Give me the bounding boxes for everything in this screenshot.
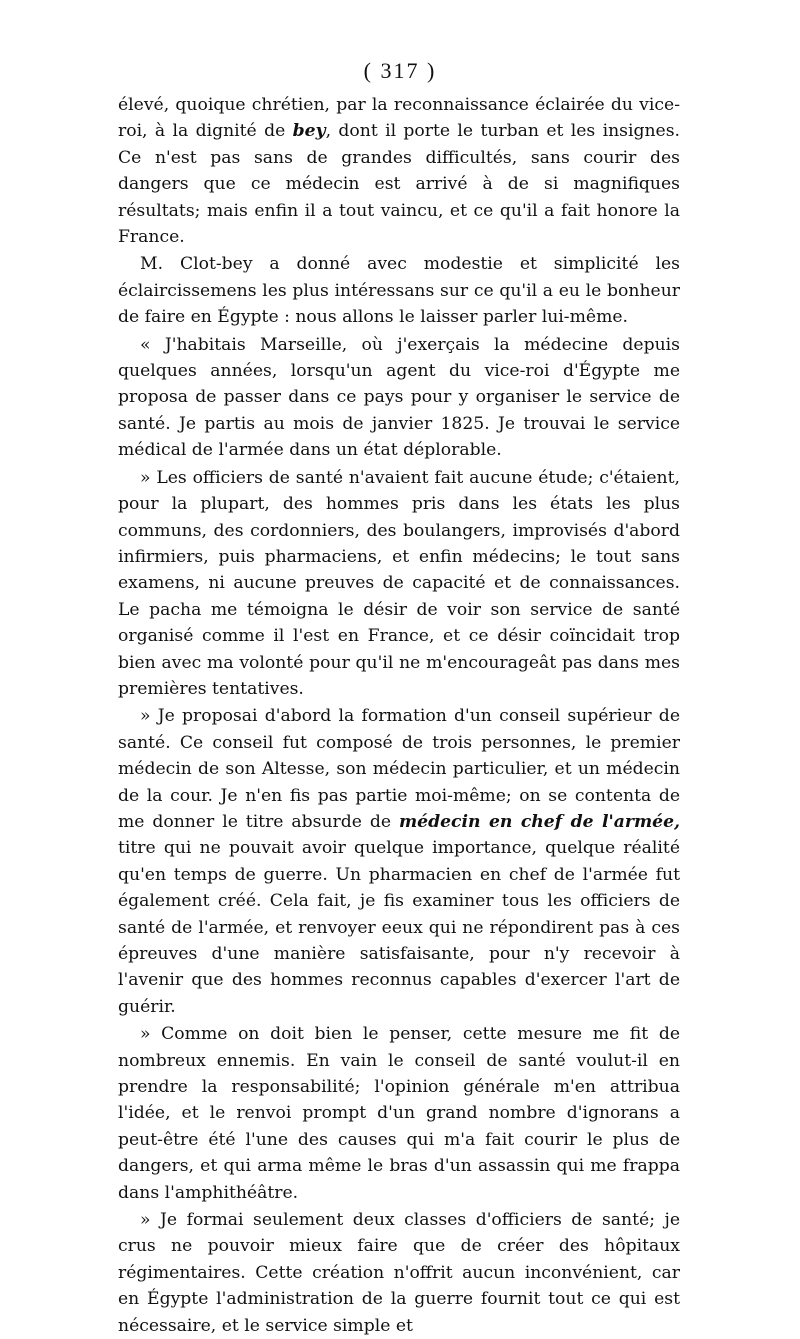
italic-text: bey	[292, 121, 326, 142]
italic-text: médecin en chef de l'armée,	[398, 811, 680, 832]
paragraph	[118, 251, 680, 330]
page-number: ( 317 )	[363, 58, 437, 83]
paragraph	[118, 703, 680, 1020]
paragraph-text: élevé, quoique chrétien, par la reconnaissance éclairée du vice-roi, à la dignité de	[118, 95, 680, 142]
paragraph-text: M. Clot-bey a donné avec modestie et simplicité les éclaircissemens les plus intéressans sur ce qu'il a eu le bonheur de faire en Égypte : nous allons le laisser parler lui-même.	[118, 254, 680, 328]
paragraph	[118, 465, 680, 703]
paragraph	[118, 1207, 680, 1339]
paragraph-text: » Les officiers de santé n'avaient fait aucune étude; c'étaient, pour la plupart, des hommes pris dans les états les plus communs, des cordonniers, des boulangers, improvisés d'abord infirmiers, puis pharmaciens, et enfin médecins; le tout sans examens, ni aucune preuves de capacité et de connaissances. Le pacha me témoigna le désir de voir son service de santé organisé comme il l'est en France, et ce désir coïncidait trop bien avec ma volonté pour qu'il ne m'encourageât pas dans mes premières tentatives.	[118, 467, 680, 699]
paragraph-text: » Je proposai d'abord la formation d'un conseil supérieur de santé. Ce conseil fut composé de trois personnes, le premier médecin de son Altesse, son médecin particulier, et un médecin de la cour. Je n'en fis pas partie moi-même; on se contenta de me donner le titre absurde de	[118, 706, 680, 832]
paragraph	[118, 92, 680, 250]
paragraph-text: titre qui ne pouvait avoir quelque importance, quelque réalité qu'en temps de guerre. Un pharmacien en chef de l'armée fut également créé. Cela fait, je fis examiner tous les officiers de santé de l'armée, et renvoyer eeux qui ne répondirent pas à ces épreuves d'une manière satisfaisante, pour n'y recevoir à l'avenir que des hommes reconnus capables d'exercer l'art de guérir.	[118, 838, 680, 1017]
page-body-text	[118, 92, 680, 1339]
paragraph-text: , dont il porte le turban et les insignes. Ce n'est pas sans de grandes difficultés, sans courir des dangers que ce médecin est arrivé à de si magnifiques résultats; mais enfin il a tout vaincu, et ce qu'il a fait honore la France.	[118, 121, 681, 248]
paragraph-text: » Comme on doit bien le penser, cette mesure me fit de nombreux ennemis. En vain le conseil de santé voulut-il en prendre la responsabilité; l'opinion générale m'en attribua l'idée, et le renvoi prompt d'un grand nombre d'ignorans a peut-être été l'une des causes qui m'a fait courir le plus de dangers, et qui arma même le bras d'un assassin qui me frappa dans l'amphithéâtre.	[118, 1024, 680, 1203]
paragraph-text: » Je formai seulement deux classes d'officiers de santé; je crus ne pouvoir mieux faire que de créer des hôpitaux régimentaires. Cette création n'offrit aucun inconvénient, car en Égypte l'administration de la guerre fournit tout ce qui est nécessaire, et le service simple et	[118, 1210, 680, 1336]
paragraph-text: « J'habitais Marseille, où j'exerçais la médecine depuis quelques années, lorsqu'un agent du vice-roi d'Égypte me proposa de passer dans ce pays pour y organiser le service de santé. Je partis au mois de janvier 1825. Je trouvai le service médical de l'armée dans un état déplorable.	[118, 334, 680, 461]
paragraph	[118, 332, 680, 464]
paragraph	[118, 1021, 680, 1206]
